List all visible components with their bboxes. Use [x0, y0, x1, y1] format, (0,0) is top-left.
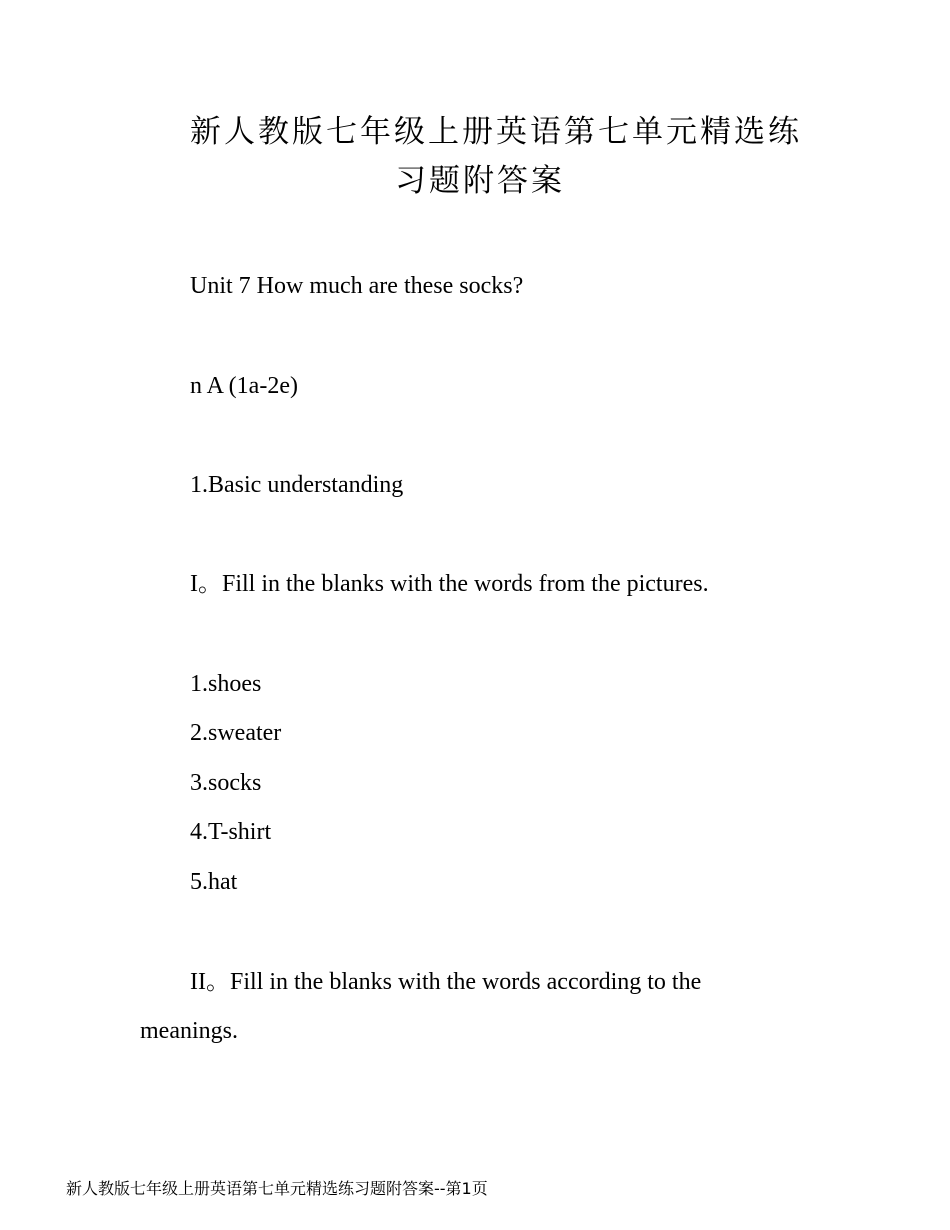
answer-item: 4.T-shirt — [190, 819, 272, 845]
answer-item: 2.sweater — [190, 720, 282, 746]
part-heading: 1.Basic understanding — [190, 472, 404, 498]
unit-heading: Unit 7 How much are these socks? — [190, 273, 524, 299]
section-heading: n A (1a-2e) — [190, 373, 298, 399]
answer-item: 5.hat — [190, 869, 238, 895]
answer-item: 1.shoes — [190, 671, 262, 697]
page-footer: 新人教版七年级上册英语第七单元精选练习题附答案--第1页 — [66, 1179, 488, 1198]
exercise-2-instruction-line-2: meanings. — [140, 1018, 238, 1044]
answer-item: 3.socks — [190, 770, 262, 796]
exercise-2-instruction-line-1: II。Fill in the blanks with the words according to the — [190, 969, 702, 995]
document-title-line-1: 新人教版七年级上册英语第七单元精选练 — [190, 114, 802, 150]
exercise-1-instruction: I。Fill in the blanks with the words from the pictures. — [190, 571, 709, 597]
document-title-line-2: 习题附答案 — [395, 163, 565, 199]
